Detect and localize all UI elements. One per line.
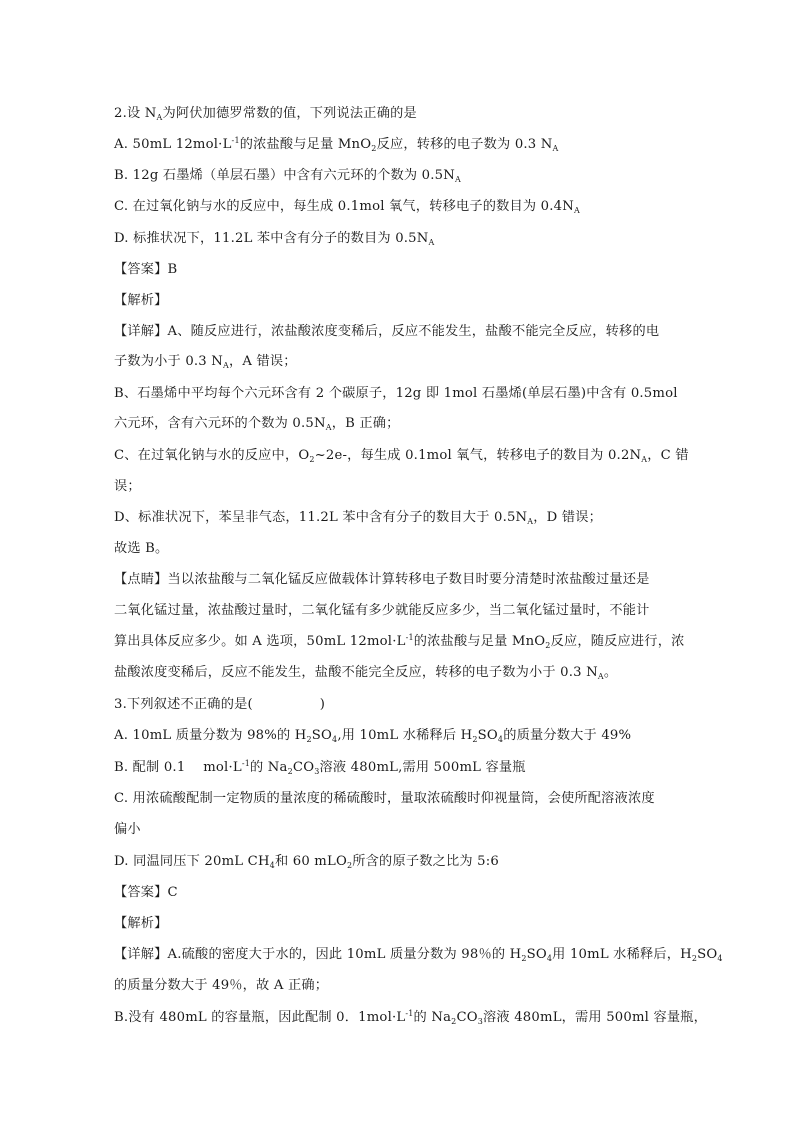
q2-stem: 2.设 $N_A$为阿伏加德罗常数的值，下列说法正确的是 — [114, 106, 417, 122]
q2-choose: 故选 B。 — [114, 541, 169, 556]
q3-analysis-heading: 【解析】 — [114, 916, 168, 931]
q2-answer: 【答案】B — [114, 262, 178, 277]
q3-option-c-line1: C. 用浓硫酸配制一定物质的量浓度的稀硫酸时，量取浓硫酸时仰视量筒，会使所配溶液浓度 — [114, 791, 655, 806]
q3-option-c-line2: 偏小 — [114, 822, 141, 837]
q2-tip-line3: 算出具体反应多少。如 A 选项，50mL $12mol\cdot L^{-1}$的浓盐酸与足量 MnO$_2$反应，随反应进行，浓 — [114, 633, 685, 650]
q3-option-d: D. 同温同压下 20mL $CH_4$和 60 mLO$_2$所含的原子数之比为 5:6 — [114, 854, 499, 870]
q2-detail-c-line1: C、在过氧化钠与水的反应中，$O_2\sim 2e-$，每生成 0.1mol 氧气，转移电子的数目为 $0.2N_A$，C 错 — [114, 448, 689, 464]
q3-answer: 【答案】C — [114, 885, 178, 900]
q2-detail-b-line1: B、石墨烯中平均每个六元环含有 2 个碳原子，12g 即 1mol 石墨烯(单层石墨)中含有 0.5mol — [114, 386, 678, 401]
q2-detail-a-line1: 【详解】A、随反应进行，浓盐酸浓度变稀后，反应不能发生，盐酸不能完全反应，转移的电 — [114, 324, 660, 339]
q3-option-a: A. 10mL 质量分数为 98%的 $H_2SO_4$,用 10mL 水稀释后 $H_2SO_4$的质量分数大于 49% — [114, 728, 632, 744]
q2-analysis-heading: 【解析】 — [114, 293, 168, 308]
q3-option-b: B. 配制 0.1 $mol\cdot L^{-1}$的 $Na_2CO_3$溶液 480mL,需用 500mL 容量瓶 — [114, 759, 526, 776]
q2-detail-b-line2: 六元环，含有六元环的个数为 $0.5N_A$，B 正确； — [114, 416, 400, 432]
q2-detail-d: D、标准状况下，苯呈非气态，11.2L 苯中含有分子的数目大于 $0.5N_A$，D 错误； — [114, 510, 602, 526]
q2-detail-a-line2: 子数为小于 0.3 $N_A$，A 错误； — [114, 354, 297, 370]
q2-tip-line1: 【点睛】当以浓盐酸与二氧化锰反应做载体计算转移电子数目时要分清楚时浓盐酸过量还是 — [114, 572, 650, 587]
q2-detail-c-line2: 误； — [114, 479, 141, 494]
q2-option-b: B. 12g 石墨烯（单层石墨）中含有六元环的个数为 $0.5N_A$ — [114, 168, 461, 184]
q2-option-c: C. 在过氧化钠与水的反应中，每生成 0.1mol 氧气，转移电子的数目为 $0.4N_A$ — [114, 199, 580, 215]
q2-tip-line2: 二氧化锰过量，浓盐酸过量时，二氧化锰有多少就能反应多少，当二氧化锰过量时，不能计 — [114, 603, 650, 618]
q2-option-d: D. 标推状况下，11.2L 苯中含有分子的数目为 $0.5N_A$ — [114, 231, 435, 247]
q3-detail-a-line1: 【详解】A.硫酸的密度大于水的，因此 10mL 质量分数为 98％的 $H_2SO_4$用 10mL 水稀释后，$H_2SO_4$ — [114, 947, 723, 963]
q3-detail-a-line2: 的质量分数大于 49％，故 A 正确； — [114, 978, 329, 993]
q3-stem: 3.下列叙述不正确的是( ) — [114, 697, 326, 712]
q3-detail-b-line1: B.没有 480mL 的容量瓶，因此配制 0．$1mol\cdot L^{-1}$的 $Na_2CO_3$溶液 480mL，需用 500ml 容量瓶， — [114, 1009, 708, 1026]
q2-option-a: A. 50mL $12mol\cdot L^{-1}$的浓盐酸与足量 MnO$_2$反应，转移的电子数为 0.3 $N_A$ — [114, 136, 559, 153]
q2-tip-line4: 盐酸浓度变稀后，反应不能发生，盐酸不能完全反应，转移的电子数为小于 0.3 $N_A$。 — [114, 665, 618, 681]
